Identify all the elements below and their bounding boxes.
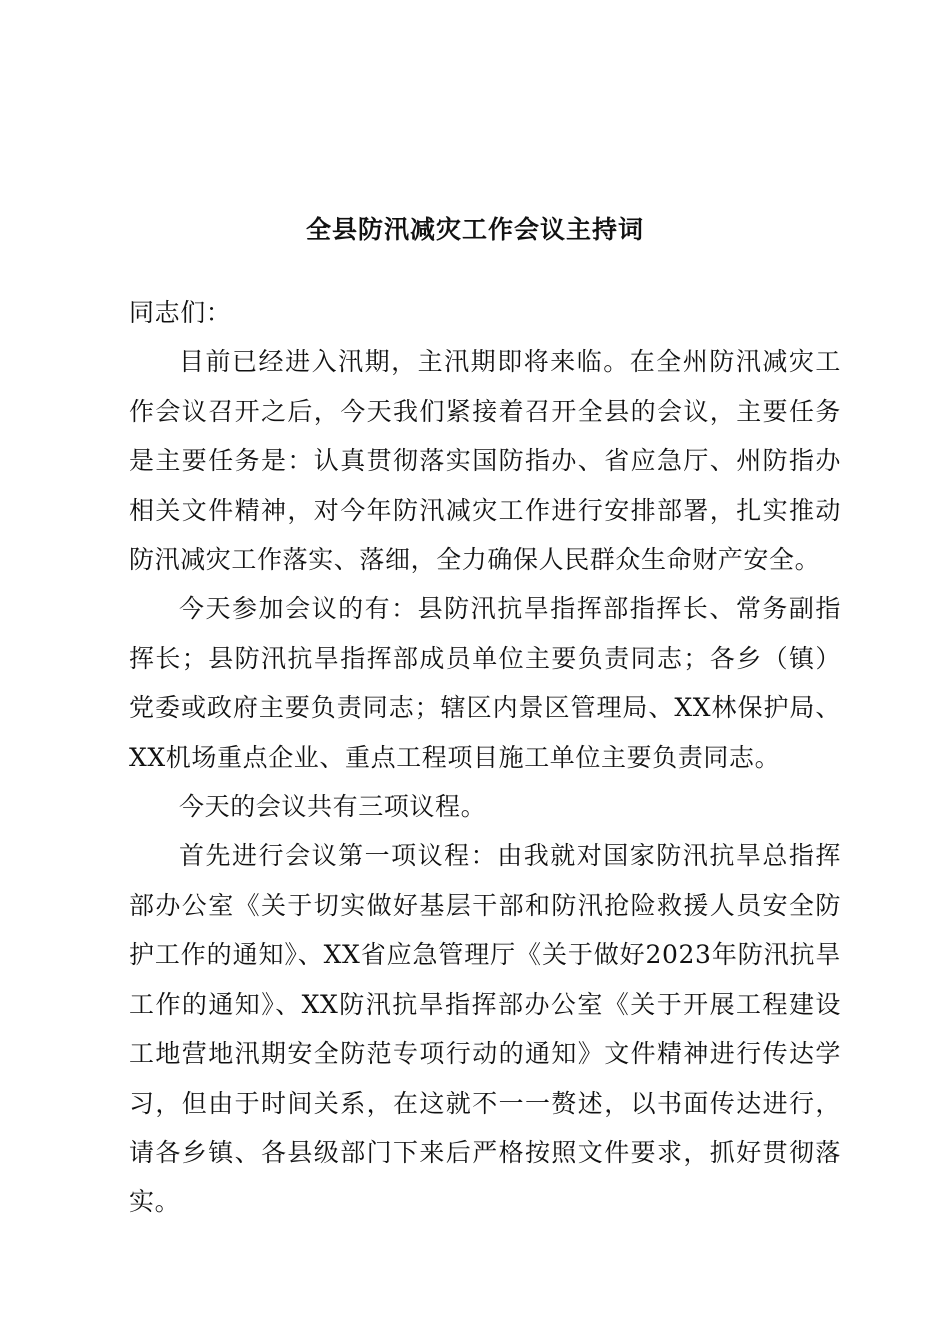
paragraph-agenda-count: 今天的会议共有三项议程。 <box>179 792 487 822</box>
salutation: 同志们： <box>129 298 232 327</box>
paragraph-first-agenda-item: 首先进行会议第一项议程：由我就对国家防汛抗旱总指挥部办公室《关于切实做好基层干部和防汛抢险救援人员安全防护工作的通知》、XX省应急管理厅《关于做好2023年防汛抗旱工作的通知》、XX防汛抗旱指挥部办公室《关于开展工程建设工地营地汛期安全防范专项行动的通知》文件精神进行传达学习，但由于时间关系，在这就不一一赘述，以书面传达进行，请各乡镇、各县级部门下来后严格按照文件要求，抓好贯彻落实。 <box>129 841 841 1217</box>
paragraph-attendees: 今天参加会议的有：县防汛抗旱指挥部指挥长、常务副指挥长；县防汛抗旱指挥部成员单位主要负责同志；各乡（镇）党委或政府主要负责同志；辖区内景区管理局、XX林保护局、XX机场重点企业、重点工程项目施工单位主要负责同志。 <box>129 594 841 772</box>
document-body <box>129 288 841 1227</box>
paragraph-opening: 目前已经进入汛期，主汛期即将来临。在全州防汛减灾工作会议召开之后，今天我们紧接着召开全县的会议，主要任务是主要任务是：认真贯彻落实国防指办、省应急厅、州防指办相关文件精神，对今年防汛减灾工作进行安排部署，扎实推动防汛减灾工作落实、落细，全力确保人民群众生命财产安全。 <box>129 347 841 575</box>
document-title: 全县防汛减灾工作会议主持词 <box>305 215 644 244</box>
